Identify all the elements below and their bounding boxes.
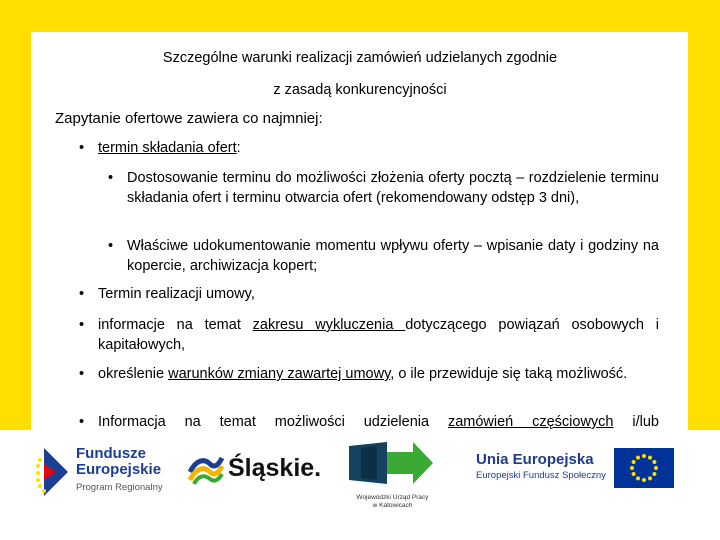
bullet-zakres-underlined: zakresu wykluczenia bbox=[252, 317, 406, 333]
intro-text bbox=[55, 110, 323, 127]
fe-line3: Program Regionalny bbox=[76, 482, 163, 493]
subbullet-dostosowanie-text: Dostosowanie terminu do możliwości złożenia oferty pocztą – rozdzielenie terminu składania ofert i terminu otwarcia ofert (rekomendowany odstęp 3 dni), bbox=[127, 170, 659, 206]
bullet-dot: • bbox=[79, 286, 85, 302]
bullet-zamowienia-pre: Informacja na temat możliwości udzielenia bbox=[98, 414, 448, 430]
bullet-dot: • bbox=[79, 366, 85, 382]
bullet-warunki-pre: określenie bbox=[98, 366, 169, 382]
subbullet-dostosowanie bbox=[108, 168, 659, 208]
wup-arrow-icon bbox=[347, 440, 435, 486]
wup-line2: w Katowicach bbox=[372, 502, 413, 509]
bullet-termin-skladania-suffix: : bbox=[236, 140, 241, 156]
slide-title-line2: z zasadą konkurencyjności bbox=[273, 82, 447, 98]
bullet-zakres-pre: informacje na temat bbox=[98, 317, 253, 333]
slaskie-logo bbox=[188, 450, 322, 490]
subbullet-udokumentowanie bbox=[108, 236, 659, 276]
subbullet-dot: • bbox=[108, 170, 114, 186]
bullet-zamowienia-underlined-1: zamówień częściowych bbox=[447, 414, 614, 430]
bullet-warunki-post: , o ile przewiduje się taką możliwość. bbox=[390, 366, 628, 382]
intro-rest: zawiera co najmniej: bbox=[182, 110, 323, 127]
fe-star-icon bbox=[36, 446, 70, 498]
slide-title-line1: Szczególne warunki realizacji zamówień udzielanych zgodnie bbox=[162, 50, 558, 66]
fe-line1: Fundusze bbox=[76, 445, 146, 462]
bullet-zakres-post: dotyczącego powiązań osobowych i kapitałowych, bbox=[98, 317, 659, 353]
bullet-termin-skladania-label: termin składania ofert bbox=[98, 140, 237, 156]
bullet-dot: • bbox=[79, 317, 85, 333]
footer-logo-bar bbox=[0, 430, 720, 540]
bullet-termin-realizacji-text: Termin realizacji umowy, bbox=[98, 286, 255, 302]
bullet-dot: • bbox=[79, 140, 85, 156]
bullet-termin-realizacji bbox=[79, 286, 255, 302]
bullet-dot: • bbox=[79, 414, 85, 430]
fe-line2: Europejskie bbox=[76, 461, 162, 478]
bullet-termin-skladania bbox=[79, 140, 241, 156]
intro-bold: Zapytanie ofertowe bbox=[55, 110, 183, 127]
bullet-zakres-wykluczenia bbox=[79, 315, 659, 355]
wup-line1: Wojewódzki Urząd Pracy bbox=[356, 494, 429, 501]
ue-line2: Europejski Fundusz Społeczny bbox=[476, 470, 606, 481]
slaskie-wave-icon bbox=[188, 452, 226, 486]
bullet-warunki-zmiany bbox=[79, 364, 659, 384]
subbullet-udokumentowanie-text: Właściwe udokumentowanie momentu wpływu oferty – wpisanie daty i godziny na kopercie, archiwizacja kopert; bbox=[127, 238, 659, 274]
slaskie-text: Śląskie. bbox=[228, 454, 322, 482]
eu-flag-icon bbox=[614, 448, 674, 488]
fundusze-europejskie-logo bbox=[36, 442, 181, 502]
unia-europejska-logo bbox=[476, 448, 686, 494]
subbullet-dot: • bbox=[108, 238, 114, 254]
bullet-zamowienia-mid: i/lub bbox=[613, 414, 659, 430]
bullet-warunki-underlined: warunków zmiany zawartej umowy bbox=[168, 366, 391, 382]
ue-line1: Unia Europejska bbox=[476, 451, 594, 468]
wup-katowice-logo bbox=[345, 438, 440, 518]
